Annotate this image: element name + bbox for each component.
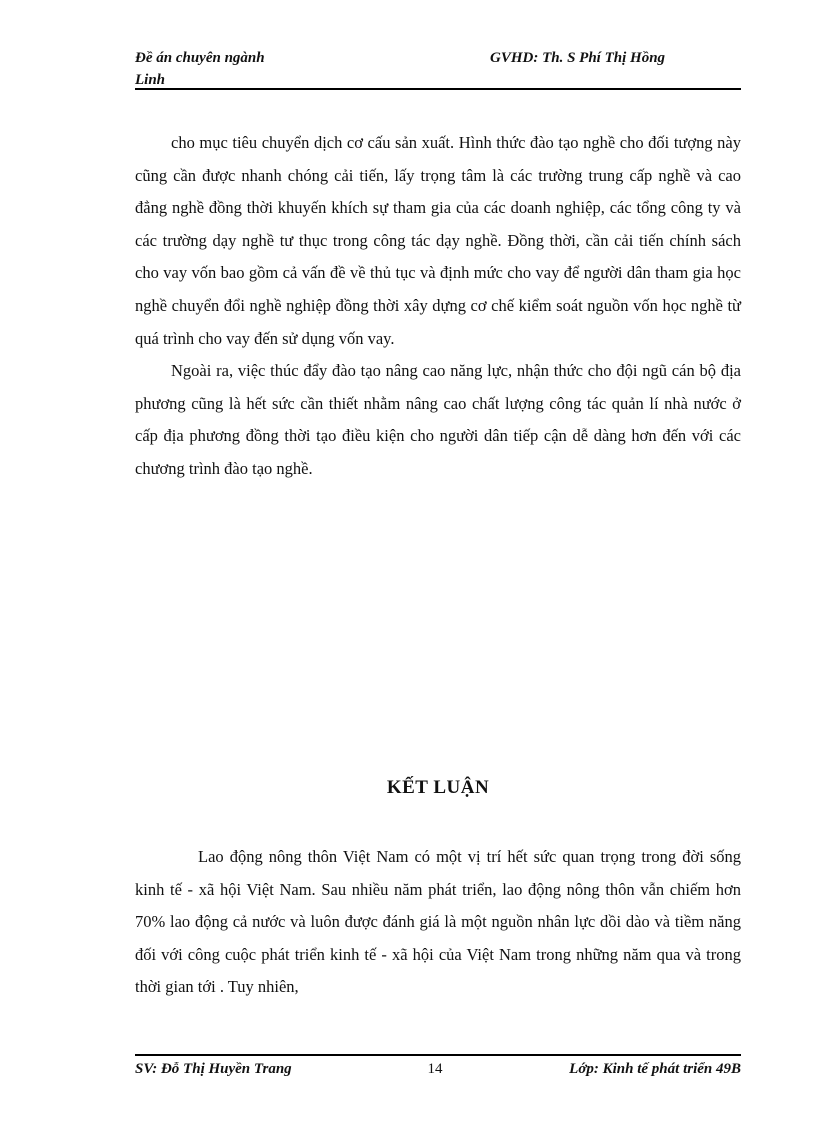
header-rule xyxy=(135,88,741,90)
page-footer xyxy=(135,1058,741,1082)
body-paragraph: cho mục tiêu chuyển dịch cơ cấu sản xuất. Hình thức đào tạo nghề cho đối tượng này cũng cần được nhanh chóng cải tiến, lấy trọng tâm là các trường trung cấp nghề và cao đẳng nghề đồng thời khuyến khích sự tham gia của các doanh nghiệp, các tổng công ty và các trường dạy nghề tư thục trong công tác dạy nghề. Đồng thời, cần cải tiến chính sách cho vay vốn bao gồm cả vấn đề về thủ tục và định mức cho vay để người dân tham gia học nghề chuyển đổi nghề nghiệp đồng thời xây dựng cơ chế kiểm soát nguồn vốn học nghề từ quá trình cho vay đến sử dụng vốn vay. xyxy=(135,133,741,348)
header-project-title-cont: Linh xyxy=(135,72,166,88)
footer-rule xyxy=(135,1054,741,1056)
header-advisor: GVHD: Th. S Phí Thị Hồng xyxy=(490,50,666,66)
page-header xyxy=(135,44,741,88)
conclusion-section xyxy=(135,841,741,1004)
body-section xyxy=(135,127,741,486)
footer-class: Lớp: Kinh tế phát triển 49B xyxy=(569,1061,741,1077)
page-number: 14 xyxy=(427,1061,443,1077)
body-paragraph: Ngoài ra, việc thúc đẩy đào tạo nâng cao năng lực, nhận thức cho đội ngũ cán bộ địa phương cũng là hết sức cần thiết nhằm nâng cao chất lượng công tác quản lí nhà nước ở cấp địa phương đồng thời tạo điều kiện cho người dân tiếp cận dễ dàng hơn đến với các chương trình đào tạo nghề. xyxy=(135,361,741,478)
header-left xyxy=(135,47,265,91)
conclusion-paragraph: Lao động nông thôn Việt Nam có một vị trí hết sức quan trọng trong đời sống kinh tế - xã hội Việt Nam. Sau nhiều năm phát triển, lao động nông thôn vẫn chiếm hơn 70% lao động cả nước và luôn được đánh giá là một nguồn nhân lực dồi dào và tiềm năng đối với công cuộc phát triển kinh tế - xã hội của Việt Nam trong những năm qua và trong thời gian tới . Tuy nhiên, xyxy=(135,847,741,997)
footer-student: SV: Đỗ Thị Huyền Trang xyxy=(135,1061,292,1077)
header-project-title: Đề án chuyên ngành xyxy=(135,50,265,66)
conclusion-heading: KẾT LUẬN xyxy=(386,777,490,798)
